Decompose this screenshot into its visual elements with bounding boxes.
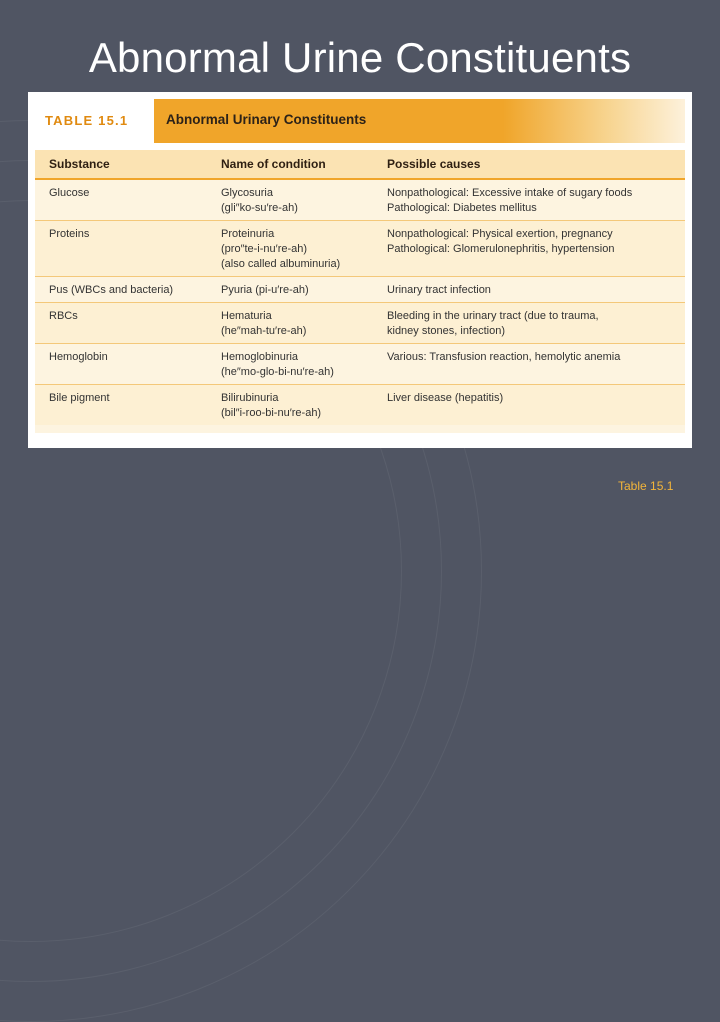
cause-line: Nonpathological: Physical exertion, pregnancy bbox=[387, 228, 613, 240]
substance-cell: Proteins bbox=[35, 221, 207, 277]
table-figure bbox=[28, 92, 692, 448]
table-row bbox=[35, 221, 685, 277]
table-title: Abnormal Urinary Constituents bbox=[166, 112, 367, 127]
cause-line: Pathological: Glomerulonephritis, hypertension bbox=[387, 243, 615, 255]
table-row bbox=[35, 179, 685, 221]
condition-note: (also called albuminuria) bbox=[221, 258, 341, 270]
causes-cell bbox=[373, 385, 685, 426]
table-row bbox=[35, 277, 685, 303]
condition-cell bbox=[207, 277, 373, 303]
condition-pronunciation: (gli″ko-su′re-ah) bbox=[221, 202, 298, 214]
causes-cell bbox=[373, 344, 685, 385]
table-header-row bbox=[35, 150, 685, 179]
condition-cell bbox=[207, 344, 373, 385]
table-row bbox=[35, 385, 685, 426]
slide-title: Abnormal Urine Constituents bbox=[88, 34, 632, 81]
causes-cell bbox=[373, 179, 685, 221]
condition-pronunciation: (bil″i-roo-bi-nu′re-ah) bbox=[221, 407, 322, 419]
column-header-substance: Substance bbox=[35, 150, 207, 179]
condition-name: Bilirubinuria bbox=[221, 392, 279, 404]
condition-cell bbox=[207, 221, 373, 277]
condition-pronunciation: (pro″te-i-nu′re-ah) bbox=[221, 243, 308, 255]
cause-line: Pathological: Diabetes mellitus bbox=[387, 202, 537, 214]
condition-name: Hemoglobinuria bbox=[221, 351, 299, 363]
table-row bbox=[35, 303, 685, 344]
table-row bbox=[35, 344, 685, 385]
condition-name: Pyuria (pi-u′re-ah) bbox=[221, 284, 309, 296]
cause-line: Nonpathological: Excessive intake of sugary foods bbox=[387, 187, 633, 199]
cause-line: Urinary tract infection bbox=[387, 284, 491, 296]
condition-name: Glycosuria bbox=[221, 187, 273, 199]
constituents-table bbox=[35, 150, 685, 425]
cause-line: Liver disease (hepatitis) bbox=[387, 392, 504, 404]
cause-line: Bleeding in the urinary tract (due to trauma, bbox=[387, 310, 599, 322]
table-banner bbox=[35, 99, 685, 143]
causes-cell bbox=[373, 303, 685, 344]
table-label: TABLE 15.1 bbox=[45, 113, 129, 128]
table-label-box bbox=[35, 99, 156, 143]
condition-cell bbox=[207, 179, 373, 221]
substance-cell: Pus (WBCs and bacteria) bbox=[35, 277, 207, 303]
causes-cell bbox=[373, 221, 685, 277]
table-body bbox=[35, 150, 685, 433]
cause-line: Various: Transfusion reaction, hemolytic anemia bbox=[387, 351, 621, 363]
substance-cell: RBCs bbox=[35, 303, 207, 344]
cause-line: kidney stones, infection) bbox=[387, 325, 506, 337]
column-header-condition: Name of condition bbox=[207, 150, 373, 179]
condition-name: Hematuria bbox=[221, 310, 272, 322]
condition-pronunciation: (he″mah-tu′re-ah) bbox=[221, 325, 307, 337]
column-header-causes: Possible causes bbox=[373, 150, 685, 179]
condition-cell bbox=[207, 303, 373, 344]
condition-cell bbox=[207, 385, 373, 426]
condition-name: Proteinuria bbox=[221, 228, 275, 240]
causes-cell bbox=[373, 277, 685, 303]
substance-cell: Glucose bbox=[35, 179, 207, 221]
condition-pronunciation: (he″mo-glo-bi-nu′re-ah) bbox=[221, 366, 334, 378]
substance-cell: Bile pigment bbox=[35, 385, 207, 426]
slide-caption: Table 15.1 bbox=[618, 479, 674, 493]
substance-cell: Hemoglobin bbox=[35, 344, 207, 385]
